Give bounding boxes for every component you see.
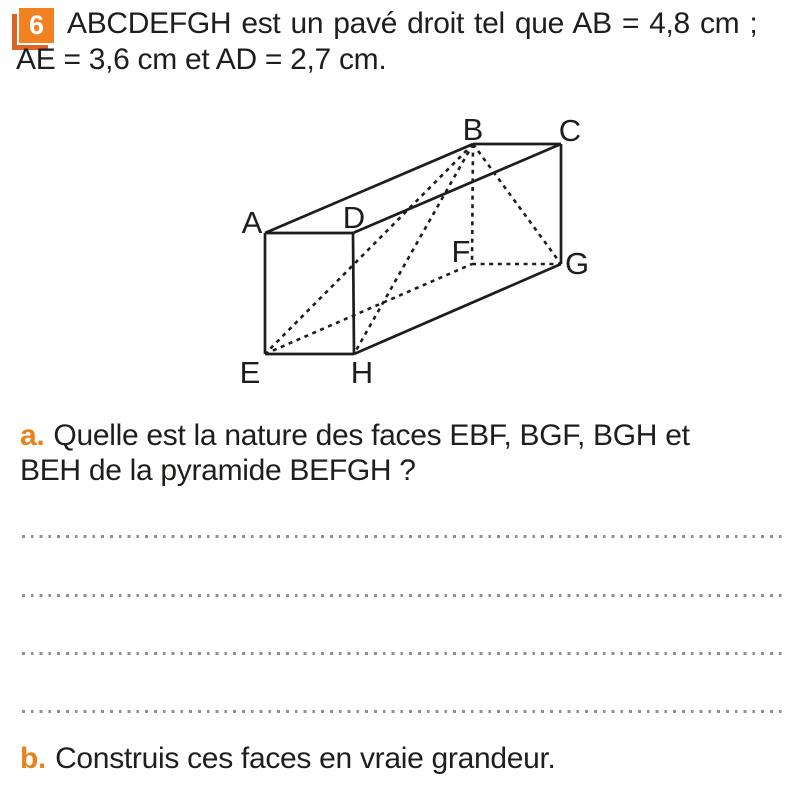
vertex-label-H: H [350, 355, 374, 390]
question-a [20, 418, 690, 488]
vertex-label-G: G [564, 246, 590, 281]
vertex-label-F: F [451, 234, 471, 269]
edge-AB [265, 144, 473, 233]
answer-dotted-line-1 [22, 535, 783, 538]
question-a-text-1: Quelle est la nature des faces EBF, BGF, BGH et [53, 419, 690, 452]
vertex-label-A: A [241, 205, 263, 240]
vertex-label-B: B [462, 112, 484, 147]
vertex-label-E: E [239, 355, 261, 390]
edge-EF [265, 264, 472, 354]
answer-dotted-line-3 [22, 652, 783, 655]
edge-BF [472, 144, 473, 264]
cuboid-diagram [190, 95, 620, 405]
question-a-line-2: BEH de la pyramide BEFGH ? [20, 454, 416, 487]
edge-DH [353, 233, 354, 354]
edge-CD [353, 144, 561, 233]
vertex-label-D: D [342, 200, 366, 235]
edge-BE [265, 144, 473, 354]
answer-dotted-line-4 [22, 710, 783, 713]
question-a-label: a. [20, 419, 45, 452]
question-b-text: Construis ces faces en vraie grandeur. [55, 742, 556, 775]
question-b-label: b. [20, 742, 47, 775]
question-b [20, 741, 556, 776]
vertex-label-C: C [558, 113, 582, 148]
statement-line-2: AE = 3,6 cm et AD = 2,7 cm. [16, 43, 387, 76]
statement-line-1: ABCDEFGH est un pavé droit tel que AB = 4,8 cm ; [67, 7, 758, 40]
badge-number: 6 [17, 6, 56, 45]
edge-HG [354, 264, 561, 354]
answer-dotted-line-2 [22, 594, 783, 597]
question-a-line-1 [20, 418, 690, 453]
